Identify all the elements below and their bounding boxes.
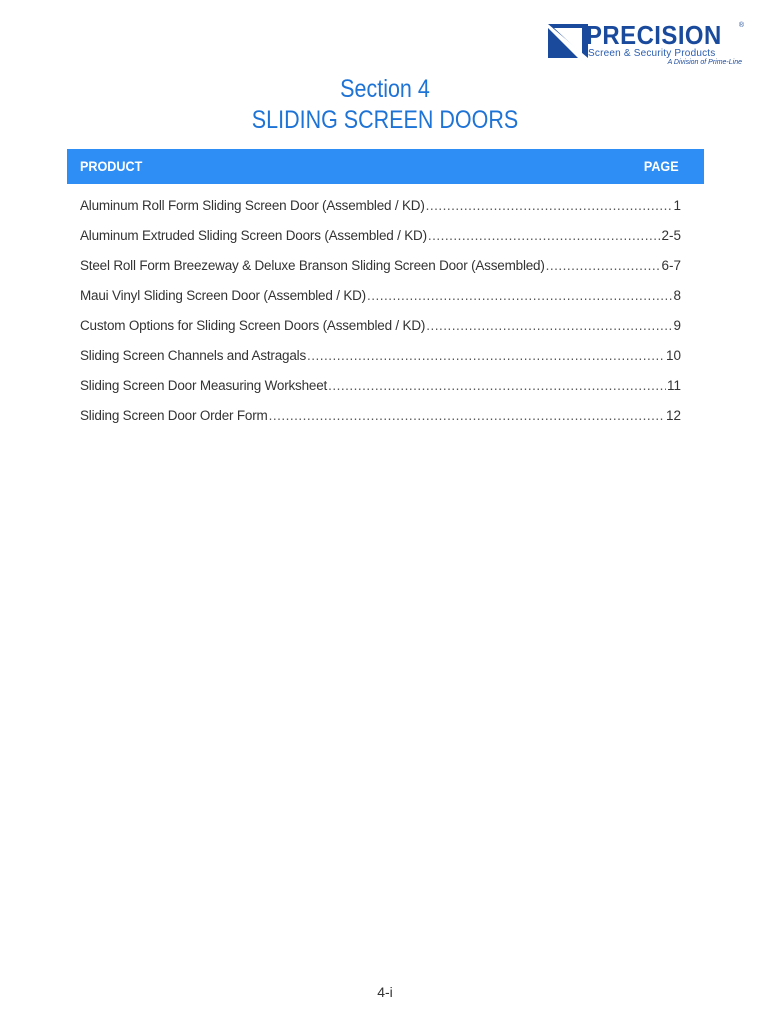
toc-entry-label: Sliding Screen Door Order Form xyxy=(80,408,268,423)
precision-logo-icon xyxy=(548,24,588,58)
dot-leader xyxy=(426,198,673,213)
brand-logo xyxy=(548,22,744,68)
toc-entry-label: Maui Vinyl Sliding Screen Door (Assembled / KD) xyxy=(80,288,366,303)
table-of-contents xyxy=(80,198,681,438)
dot-leader xyxy=(367,288,673,303)
toc-header-bar xyxy=(67,149,704,184)
toc-entry-page: 2-5 xyxy=(661,228,681,243)
toc-entry[interactable] xyxy=(80,318,681,348)
toc-entry[interactable] xyxy=(80,228,681,258)
toc-entry-page: 10 xyxy=(665,348,681,363)
section-title: Section 4 xyxy=(340,75,430,103)
toc-entry-page: 12 xyxy=(665,408,681,423)
product-column-header: PRODUCT xyxy=(80,158,143,174)
logo-wordmark: PRECISION xyxy=(586,20,722,50)
dot-leader xyxy=(426,318,672,333)
page-title-block xyxy=(0,74,770,136)
dot-leader xyxy=(269,408,665,423)
toc-entry[interactable] xyxy=(80,408,681,438)
toc-entry[interactable] xyxy=(80,288,681,318)
page-column-header: PAGE xyxy=(644,158,679,174)
toc-entry-page: 11 xyxy=(666,378,681,393)
toc-entry-page: 8 xyxy=(673,288,681,303)
toc-entry-page: 6-7 xyxy=(661,258,681,273)
dot-leader xyxy=(307,348,665,363)
toc-entry-label: Custom Options for Sliding Screen Doors (Assembled / KD) xyxy=(80,318,426,333)
page-number: 4-i xyxy=(377,984,393,1000)
toc-entry-label: Aluminum Extruded Sliding Screen Doors (Assembled / KD) xyxy=(80,228,427,243)
logo-subtitle: Screen & Security Products xyxy=(588,48,716,59)
logo-registered-mark: ® xyxy=(738,22,744,29)
toc-entry[interactable] xyxy=(80,378,681,408)
section-heading: SLIDING SCREEN DOORS xyxy=(251,106,519,134)
dot-leader xyxy=(328,378,666,393)
toc-entry-label: Sliding Screen Channels and Astragals xyxy=(80,348,306,363)
toc-entry-label: Steel Roll Form Breezeway & Deluxe Branson Sliding Screen Door (Assembled) xyxy=(80,258,545,273)
toc-entry-page: 9 xyxy=(673,318,681,333)
toc-entry[interactable] xyxy=(80,198,681,228)
toc-entry[interactable] xyxy=(80,258,681,288)
dot-leader xyxy=(428,228,661,243)
toc-entry-label: Aluminum Roll Form Sliding Screen Door (Assembled / KD) xyxy=(80,198,425,213)
toc-entry[interactable] xyxy=(80,348,681,378)
logo-division: A Division of Prime-Line xyxy=(667,59,742,66)
toc-entry-page: 1 xyxy=(673,198,681,213)
toc-entry-label: Sliding Screen Door Measuring Worksheet xyxy=(80,378,328,393)
dot-leader xyxy=(546,258,661,273)
